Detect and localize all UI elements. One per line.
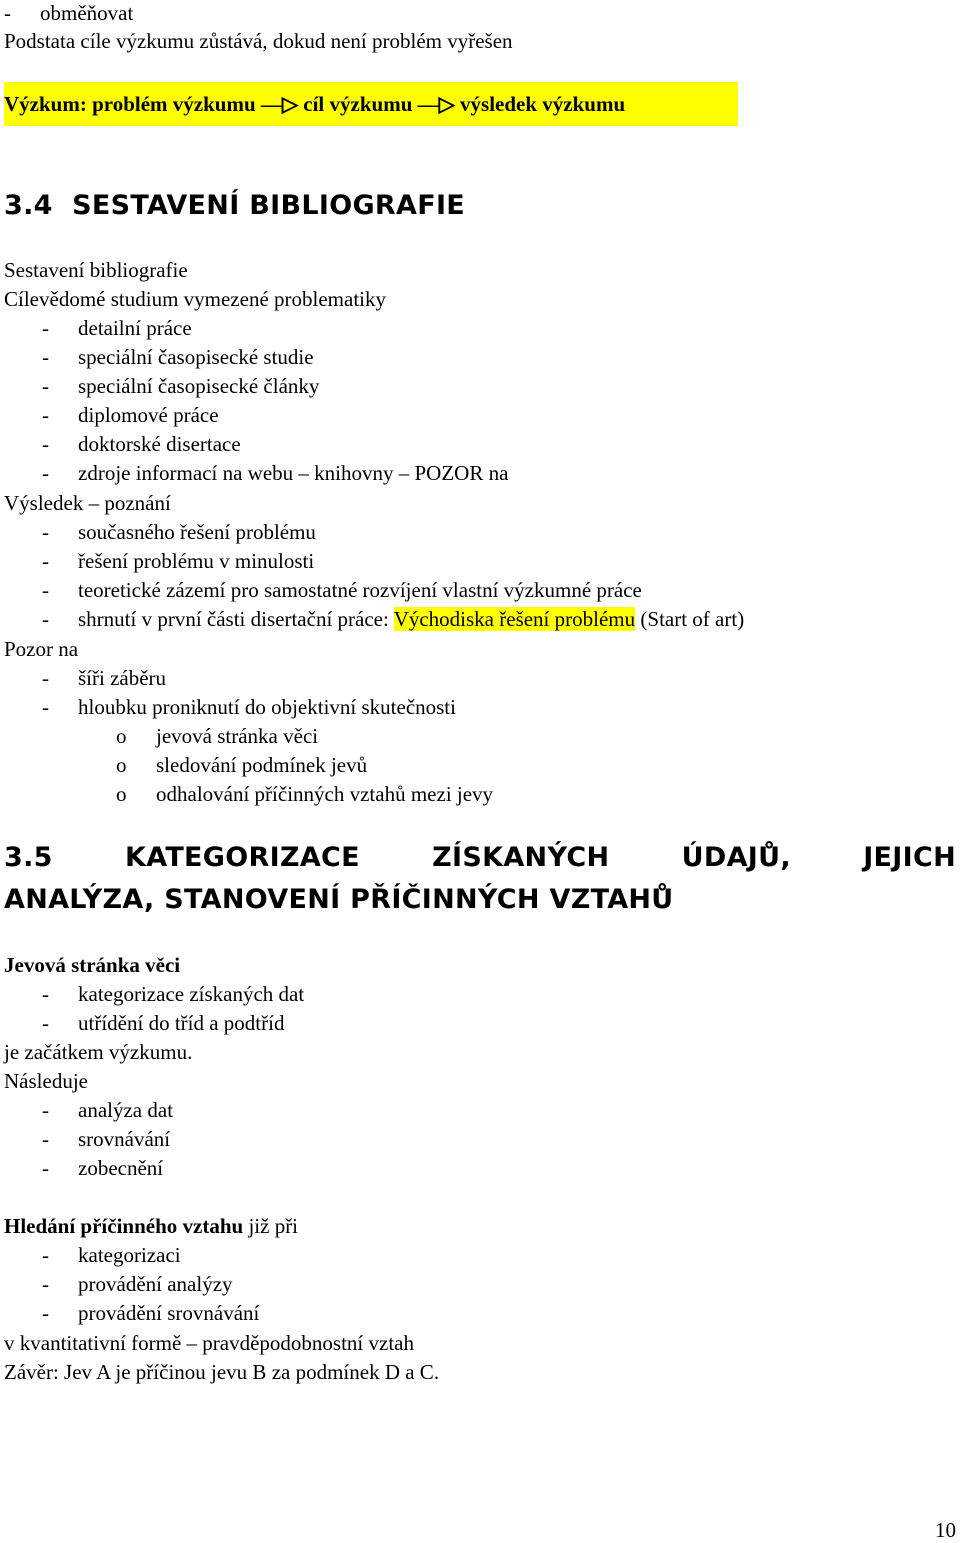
shrnuti-suffix: (Start of art)	[635, 607, 745, 631]
paragraph-text: již při	[243, 1214, 299, 1238]
list-item-text: kategorizaci	[78, 1243, 181, 1267]
list-item-text: obměňovat	[40, 1, 134, 25]
page-number: 10	[935, 1518, 956, 1542]
bullet-marker: o	[116, 753, 127, 777]
dash-marker: -	[42, 374, 49, 398]
dash-marker: -	[4, 1, 11, 25]
dash-marker: -	[42, 549, 49, 573]
heading-word: KATEGORIZACE	[125, 842, 360, 873]
paragraph: Podstata cíle výzkumu zůstává, dokud není problém vyřešen	[4, 29, 513, 53]
paragraph: je začátkem výzkumu.	[4, 1040, 193, 1064]
list-item-text: diplomové práce	[78, 403, 219, 427]
list-item-text: zdroje informací na webu – knihovny – POZOR na	[78, 461, 509, 485]
list-item-text: analýza dat	[78, 1098, 174, 1122]
dash-marker: -	[42, 403, 49, 427]
list-item-text: teoretické zázemí pro samostatné rozvíjení vlastní výzkumné práce	[78, 578, 642, 602]
list-item-text: hloubku proniknutí do objektivní skutečnosti	[78, 695, 456, 719]
section-title: SESTAVENÍ BIBLIOGRAFIE	[72, 190, 466, 221]
dash-marker: -	[42, 982, 49, 1006]
paragraph: Pozor na	[4, 637, 79, 661]
dash-marker: -	[42, 607, 49, 631]
section-number: 3.4	[4, 190, 53, 221]
paragraph: Závěr: Jev A je příčinou jevu B za podmínek D a C.	[4, 1360, 440, 1384]
dash-marker: -	[42, 432, 49, 456]
dash-marker: -	[42, 1156, 49, 1180]
shrnuti-text: shrnutí v první části disertační práce:	[78, 607, 394, 631]
list-item-text: speciální časopisecké studie	[78, 345, 314, 369]
paragraph: Cílevědomé studium vymezené problematiky	[4, 287, 386, 311]
dash-marker: -	[42, 695, 49, 719]
paragraph: Sestavení bibliografie	[4, 258, 188, 282]
list-item-text: provádění srovnávání	[78, 1301, 260, 1325]
dash-marker: -	[42, 345, 49, 369]
paragraph: v kvantitativní formě – pravděpodobnostní vztah	[4, 1331, 414, 1355]
list-item-text: provádění analýzy	[78, 1272, 233, 1296]
dash-marker: -	[42, 578, 49, 602]
dash-marker: -	[42, 1243, 49, 1267]
paragraph: Následuje	[4, 1069, 88, 1093]
list-item-text: utřídění do tříd a podtříd	[78, 1011, 285, 1035]
list-item-text: jevová stránka věci	[156, 724, 319, 748]
dash-marker: -	[42, 666, 49, 690]
list-item-text	[78, 606, 744, 632]
dash-marker: -	[42, 1272, 49, 1296]
list-item-text: detailní práce	[78, 316, 192, 340]
list-item-text: řešení problému v minulosti	[78, 549, 315, 573]
dash-marker: -	[42, 520, 49, 544]
banner-text: Výzkum: problém výzkumu ––▷ cíl výzkumu ––▷ výsledek výzkumu	[4, 92, 626, 116]
list-item-text: doktorské disertace	[78, 432, 241, 456]
highlighted-text: Východiska řešení problému	[393, 607, 636, 631]
list-item-text: šíři záběru	[78, 666, 167, 690]
list-item-text: srovnávání	[78, 1127, 171, 1151]
dash-marker: -	[42, 461, 49, 485]
subheading: Jevová stránka věci	[4, 953, 181, 977]
dash-marker: -	[42, 1098, 49, 1122]
list-item-text: speciální časopisecké články	[78, 374, 320, 398]
heading-word: JEJICH	[863, 842, 956, 873]
list-item-text: kategorizace získaných dat	[78, 982, 305, 1006]
paragraph	[4, 1213, 298, 1239]
list-item-text: sledování podmínek jevů	[156, 753, 368, 777]
section-heading-3-5	[4, 842, 956, 873]
list-item-text: odhalování příčinných vztahů mezi jevy	[156, 782, 494, 806]
dash-marker: -	[42, 316, 49, 340]
dash-marker: -	[42, 1301, 49, 1325]
dash-marker: -	[42, 1011, 49, 1035]
section-heading-3-5-line2: ANALÝZA, STANOVENÍ PŘÍČINNÝCH VZTAHŮ	[4, 884, 674, 915]
bold-text: Hledání příčinného vztahu	[4, 1214, 244, 1238]
heading-word: ÚDAJŮ,	[681, 842, 791, 873]
paragraph: Výsledek – poznání	[4, 491, 171, 515]
dash-marker: -	[42, 1127, 49, 1151]
bullet-marker: o	[116, 782, 127, 806]
list-item-text: současného řešení problému	[78, 520, 316, 544]
highlight-banner	[4, 82, 738, 126]
section-heading-3-4	[4, 190, 465, 221]
list-item-text: zobecnění	[78, 1156, 164, 1180]
heading-word: ZÍSKANÝCH	[432, 842, 610, 873]
bullet-marker: o	[116, 724, 127, 748]
heading-word: 3.5	[4, 842, 53, 873]
